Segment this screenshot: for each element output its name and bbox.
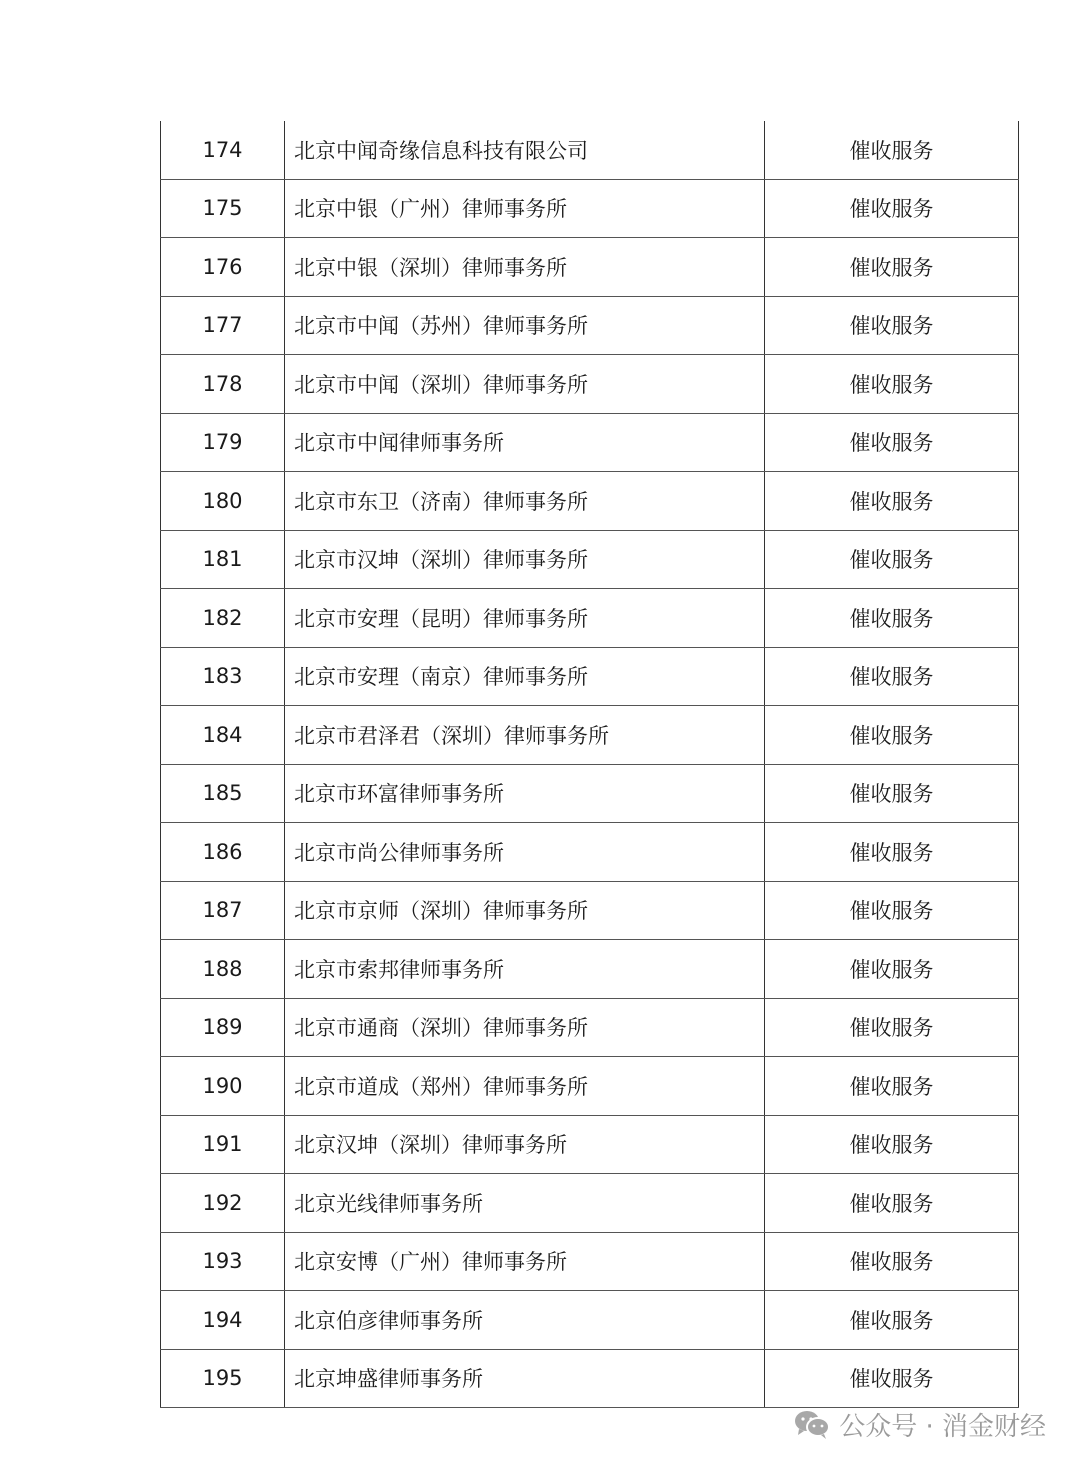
- service-type: 催收服务: [765, 238, 1019, 297]
- institution-name: 北京安博（广州）律师事务所: [285, 1232, 765, 1291]
- institution-name: 北京市中闻（苏州）律师事务所: [285, 296, 765, 355]
- service-type: 催收服务: [765, 1174, 1019, 1233]
- row-number: 193: [161, 1232, 285, 1291]
- row-number: 191: [161, 1115, 285, 1174]
- row-number: 194: [161, 1291, 285, 1350]
- institution-name: 北京光线律师事务所: [285, 1174, 765, 1233]
- service-type: 催收服务: [765, 764, 1019, 823]
- institution-name: 北京市安理（昆明）律师事务所: [285, 589, 765, 648]
- service-type: 催收服务: [765, 121, 1019, 179]
- row-number: 180: [161, 472, 285, 531]
- table-row: [161, 647, 1019, 706]
- institution-name: 北京市通商（深圳）律师事务所: [285, 998, 765, 1057]
- wechat-icon: [793, 1408, 831, 1440]
- table-body: [161, 121, 1019, 1408]
- institution-name: 北京市尚公律师事务所: [285, 823, 765, 882]
- row-number: 174: [161, 121, 285, 179]
- institution-name: 北京市中闻律师事务所: [285, 413, 765, 472]
- row-number: 187: [161, 881, 285, 940]
- row-number: 175: [161, 179, 285, 238]
- table-row: [161, 881, 1019, 940]
- row-number: 189: [161, 998, 285, 1057]
- institution-name: 北京市汉坤（深圳）律师事务所: [285, 530, 765, 589]
- service-type: 催收服务: [765, 530, 1019, 589]
- table-row: [161, 530, 1019, 589]
- institution-name: 北京市安理（南京）律师事务所: [285, 647, 765, 706]
- institution-name: 北京中闻奇缘信息科技有限公司: [285, 121, 765, 179]
- service-type: 催收服务: [765, 823, 1019, 882]
- institution-name: 北京中银（广州）律师事务所: [285, 179, 765, 238]
- service-type: 催收服务: [765, 647, 1019, 706]
- service-type: 催收服务: [765, 1115, 1019, 1174]
- table-row: [161, 823, 1019, 882]
- table-row: [161, 413, 1019, 472]
- row-number: 184: [161, 706, 285, 765]
- service-type: 催收服务: [765, 472, 1019, 531]
- institution-name: 北京市中闻（深圳）律师事务所: [285, 355, 765, 414]
- table-row: [161, 296, 1019, 355]
- table-row: [161, 238, 1019, 297]
- service-type: 催收服务: [765, 1291, 1019, 1350]
- institution-name: 北京伯彦律师事务所: [285, 1291, 765, 1350]
- table-row: [161, 1174, 1019, 1233]
- service-type: 催收服务: [765, 355, 1019, 414]
- table-row: [161, 121, 1019, 179]
- row-number: 186: [161, 823, 285, 882]
- institution-table: [160, 121, 1019, 1408]
- table-row: [161, 706, 1019, 765]
- institution-name: 北京市京师（深圳）律师事务所: [285, 881, 765, 940]
- table-row: [161, 1057, 1019, 1116]
- watermark-text: 公众号 · 消金财经: [839, 1411, 1046, 1442]
- row-number: 177: [161, 296, 285, 355]
- table-row: [161, 1115, 1019, 1174]
- institution-name: 北京市东卫（济南）律师事务所: [285, 472, 765, 531]
- service-type: 催收服务: [765, 1057, 1019, 1116]
- institution-name: 北京汉坤（深圳）律师事务所: [285, 1115, 765, 1174]
- table-row: [161, 764, 1019, 823]
- institution-name: 北京市索邦律师事务所: [285, 940, 765, 999]
- service-type: 催收服务: [765, 413, 1019, 472]
- row-number: 192: [161, 1174, 285, 1233]
- service-type: 催收服务: [765, 998, 1019, 1057]
- institution-name: 北京市君泽君（深圳）律师事务所: [285, 706, 765, 765]
- row-number: 183: [161, 647, 285, 706]
- institution-name: 北京市道成（郑州）律师事务所: [285, 1057, 765, 1116]
- row-number: 181: [161, 530, 285, 589]
- institution-name: 北京中银（深圳）律师事务所: [285, 238, 765, 297]
- service-type: 催收服务: [765, 179, 1019, 238]
- service-type: 催收服务: [765, 589, 1019, 648]
- row-number: 190: [161, 1057, 285, 1116]
- table-row: [161, 1349, 1019, 1408]
- table-row: [161, 998, 1019, 1057]
- table-row: [161, 355, 1019, 414]
- table-row: [161, 589, 1019, 648]
- row-number: 179: [161, 413, 285, 472]
- table-row: [161, 1291, 1019, 1350]
- watermark: [793, 1404, 1046, 1444]
- table-row: [161, 1232, 1019, 1291]
- table-row: [161, 179, 1019, 238]
- service-type: 催收服务: [765, 706, 1019, 765]
- service-type: 催收服务: [765, 940, 1019, 999]
- service-type: 催收服务: [765, 1349, 1019, 1408]
- institution-name: 北京坤盛律师事务所: [285, 1349, 765, 1408]
- service-type: 催收服务: [765, 881, 1019, 940]
- row-number: 182: [161, 589, 285, 648]
- row-number: 178: [161, 355, 285, 414]
- row-number: 188: [161, 940, 285, 999]
- service-type: 催收服务: [765, 1232, 1019, 1291]
- row-number: 185: [161, 764, 285, 823]
- row-number: 176: [161, 238, 285, 297]
- institution-name: 北京市环富律师事务所: [285, 764, 765, 823]
- table-row: [161, 940, 1019, 999]
- table-row: [161, 472, 1019, 531]
- service-type: 催收服务: [765, 296, 1019, 355]
- row-number: 195: [161, 1349, 285, 1408]
